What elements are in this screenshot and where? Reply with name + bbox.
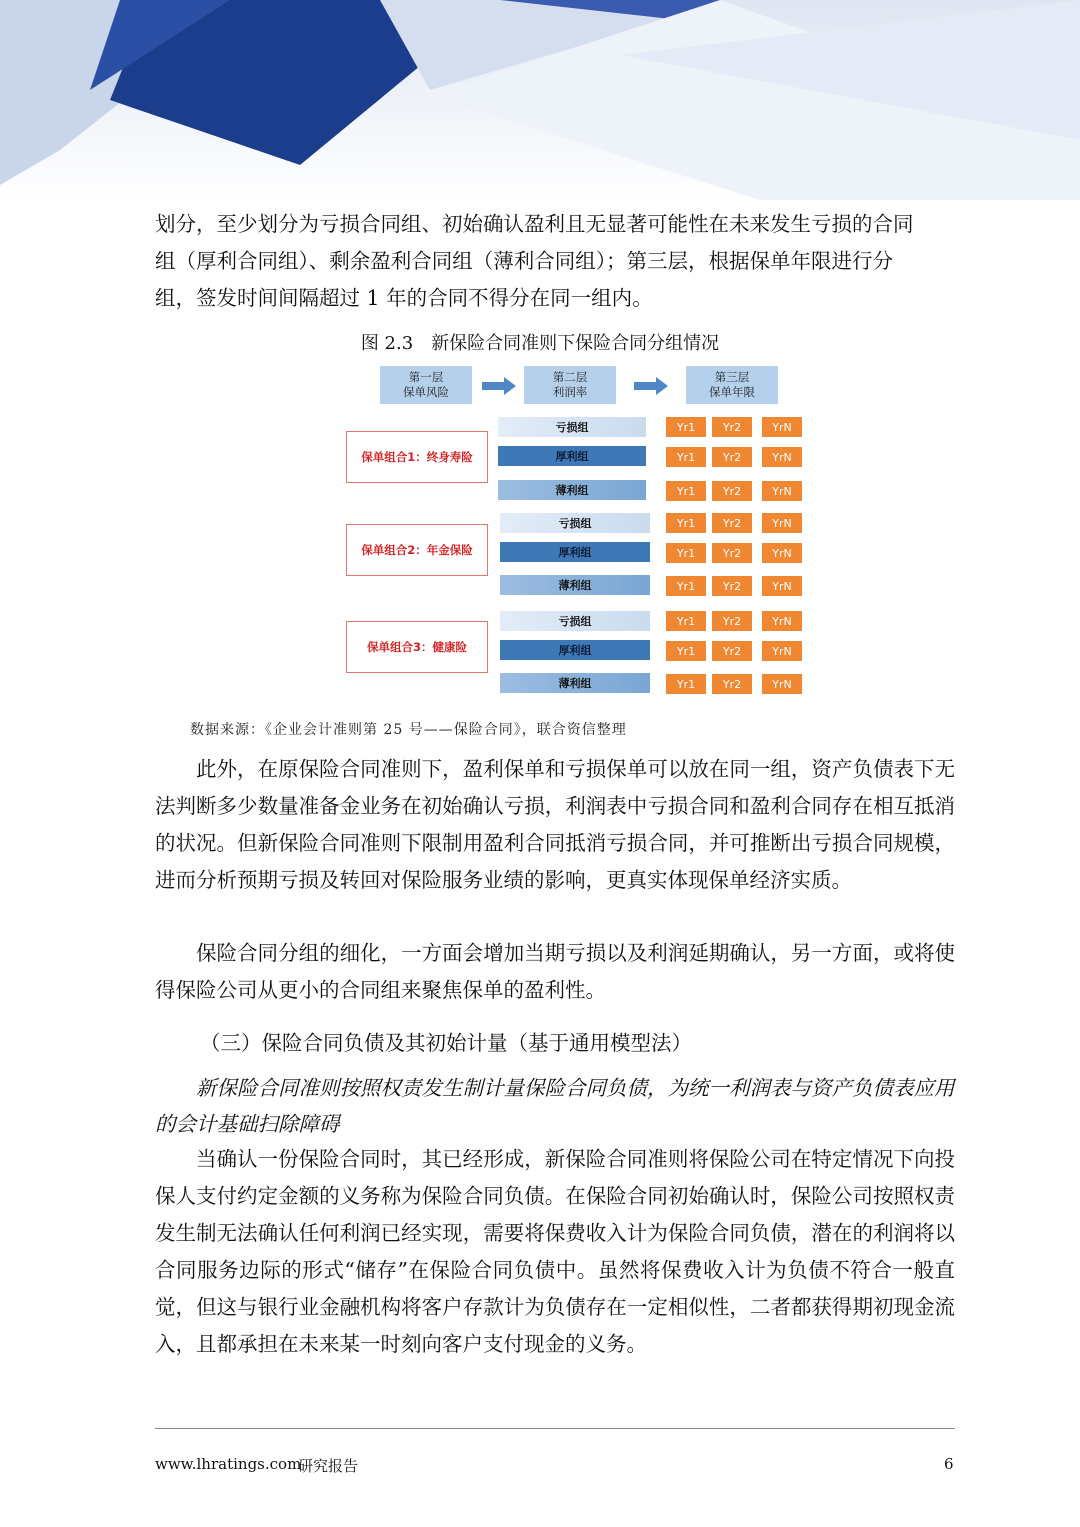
- group-loss: 亏损组: [498, 417, 646, 437]
- year-box: Yr1: [666, 417, 706, 437]
- header-layer-2-sub: 利润率: [552, 385, 588, 399]
- year-box: Yr1: [666, 576, 706, 596]
- year-box: Yr2: [712, 543, 752, 563]
- header-layer-3: [686, 366, 778, 404]
- year-box: Yr2: [712, 674, 752, 694]
- arrow-right-icon: [482, 377, 516, 395]
- year-box: Yr1: [666, 543, 706, 563]
- year-box: Yr2: [712, 417, 752, 437]
- header-layer-3-title: 第三层: [714, 370, 750, 384]
- year-box: Yr2: [712, 641, 752, 661]
- group-loss: 亏损组: [500, 611, 650, 631]
- year-box: Yr2: [712, 611, 752, 631]
- group-thin-profit: 薄利组: [500, 575, 650, 595]
- year-box: YrN: [762, 641, 802, 661]
- page-number: 6: [944, 1455, 954, 1473]
- paragraph-3: 保险合同分组的细化，一方面会增加当期亏损以及利润延期确认，另一方面，或将使得保险公司从更小的合同组来聚焦保单的盈利性。: [155, 941, 955, 1002]
- header-layer-1: [380, 366, 472, 404]
- footer-url[interactable]: www.lhratings.com: [155, 1455, 302, 1473]
- year-box: Yr1: [666, 641, 706, 661]
- year-box: Yr1: [666, 674, 706, 694]
- section-heading: （三）保险合同负债及其初始计量（基于通用模型法）: [200, 1031, 692, 1055]
- year-box: YrN: [762, 447, 802, 467]
- year-box: Yr1: [666, 447, 706, 467]
- header-layer-2: [524, 366, 616, 404]
- group-thick-profit: 厚利组: [500, 542, 650, 562]
- group-thin-profit: 薄利组: [500, 673, 650, 693]
- year-box: Yr2: [712, 447, 752, 467]
- group-thick-profit: 厚利组: [498, 446, 646, 466]
- arrow-right-icon: [634, 377, 668, 395]
- year-box: YrN: [762, 576, 802, 596]
- year-box: Yr1: [666, 481, 706, 501]
- portfolio-box-2: 保单组合2：年金保险: [346, 524, 488, 576]
- group-thin-profit: 薄利组: [498, 480, 646, 500]
- year-box: YrN: [762, 513, 802, 533]
- header-layer-2-title: 第二层: [552, 370, 588, 384]
- para1-line-1: 划分，至少划分为亏损合同组、初始确认盈利且无显著可能性在未来发生亏损的合同: [155, 212, 914, 236]
- header-layer-1-title: 第一层: [408, 370, 444, 384]
- header-layer-3-sub: 保单年限: [709, 385, 755, 399]
- year-box: Yr1: [666, 513, 706, 533]
- footer-divider: [155, 1428, 955, 1429]
- source-note: 数据来源：《企业会计准则第 25 号——保险合同》，联合资信整理: [190, 722, 627, 738]
- year-box: YrN: [762, 481, 802, 501]
- year-box: Yr2: [712, 576, 752, 596]
- para1-line-3: 组，签发时间间隔超过 1 年的合同不得分在同一组内。: [155, 286, 653, 310]
- year-box: YrN: [762, 417, 802, 437]
- paragraph-4: 当确认一份保险合同时，其已经形成，新保险合同准则将保险公司在特定情况下向投保人支付约定金额的义务称为保险合同负债。在保险合同初始确认时，保险公司按照权责发生制无法确认任何利润已经实现，需要将保费收入计为保险合同负债，潜在的利润将以合同服务边际的形式“储存”在保险合同负债中。虽然将保费收入计为负债不符合一般直觉，但这与银行业金融机构将客户存款计为负债存在一定相似性，二者都获得期初现金流入，且都承担在未来某一时刻向客户支付现金的义务。: [155, 1147, 955, 1356]
- year-box: Yr1: [666, 611, 706, 631]
- portfolio-box-1: 保单组合1：终身寿险: [346, 431, 488, 483]
- header-banner: [0, 0, 1080, 200]
- paragraph-1: [155, 206, 955, 317]
- year-box: Yr2: [712, 513, 752, 533]
- portfolio-box-3: 保单组合3：健康险: [346, 621, 488, 673]
- year-box: Yr2: [712, 481, 752, 501]
- group-loss: 亏损组: [500, 513, 650, 533]
- year-box: YrN: [762, 543, 802, 563]
- header-layer-1-sub: 保单风险: [403, 385, 449, 399]
- year-box: YrN: [762, 674, 802, 694]
- para1-line-2: 组（厚利合同组）、剩余盈利合同组（薄利合同组）；第三层，根据保单年限进行分: [155, 249, 893, 273]
- paragraph-2: 此外，在原保险合同准则下，盈利保单和亏损保单可以放在同一组，资产负债表下无法判断多少数量准备金业务在初始确认亏损，利润表中亏损合同和盈利合同存在相互抵消的状况。但新保险合同准则下限制用盈利合同抵消亏损合同，并可推断出亏损合同规模，进而分析预期亏损及转回对保险服务业绩的影响，更真实体现保单经济实质。: [155, 757, 955, 892]
- year-box: YrN: [762, 611, 802, 631]
- footer-report-label: 研究报告: [298, 1457, 359, 1475]
- italic-lead: 新保险合同准则按照权责发生制计量保险合同负债，为统一利润表与资产负债表应用的会计基础扫除障碍: [155, 1076, 955, 1136]
- group-thick-profit: 厚利组: [500, 640, 650, 660]
- figure-title: 图 2.3 新保险合同准则下保险合同分组情况: [360, 333, 720, 354]
